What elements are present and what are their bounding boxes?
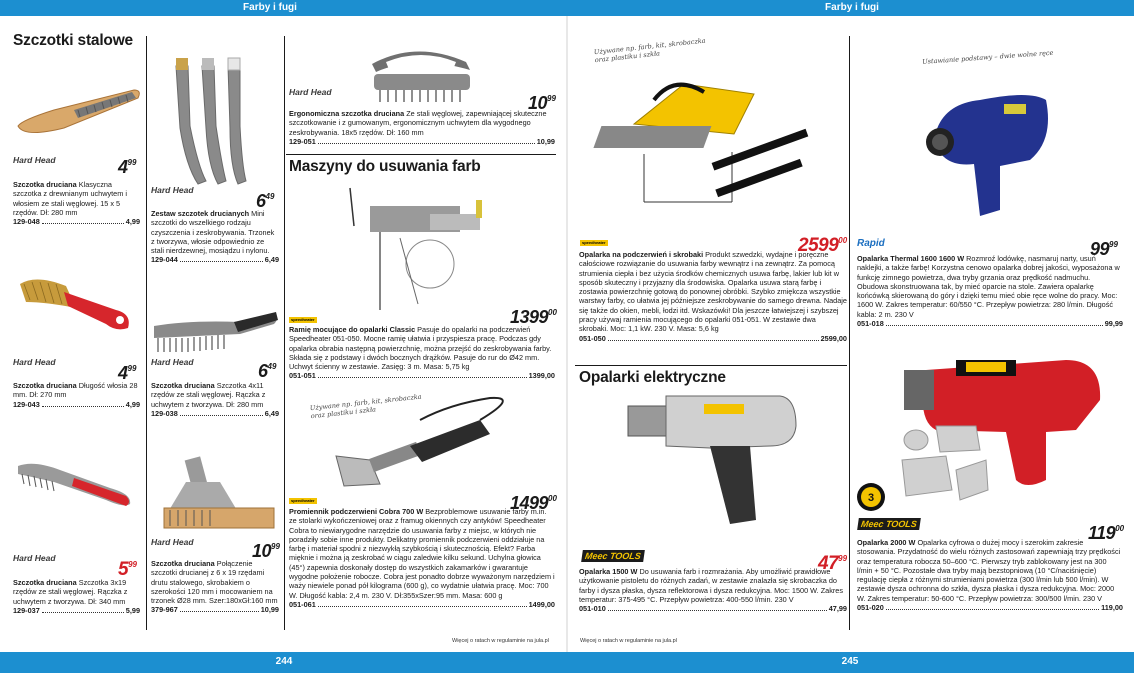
installment-note-left[interactable]: Więcej o ratach w regulaminie na jula.pl (452, 638, 549, 644)
wire-brush-3row-image (150, 304, 280, 356)
section-title-heat-guns: Opalarki elektryczne (579, 369, 726, 386)
product-description: Ergonomiczna szczotka druciana Ze stali węglowej, zapewniającej skuteczne szczotkowanie i z gumowanym, ergonomicznym uchwytem dla wygodnego zeskrobywania. 18x5 rzędów. Dł: 160 mm 129-051 10,99 (289, 109, 555, 146)
wire-brush-long-image (14, 456, 138, 512)
top-section-bar (0, 0, 1134, 16)
product-description: Ramię mocujące do opalarki Classic Pasuje do opalarki na podczerwień Speedheater 051-050. Mocne ramię ułatwia i przyspiesza pracę. Podczas gdy opalarka obrabia następną powierzchnię, można przejść do zeskrobywania farby. Składa się z podstawy i dwóch bocznych drążków. Pasuje do rur do Ø42 mm. Uchwyt ścienny w zestawie. Zasięg: 3 m. Masa: 5,75 kg 051-051 1399,00 (289, 325, 555, 381)
price-tag: 1399$^{00}$ (510, 307, 557, 327)
warranty-3-year-badge-icon (856, 482, 886, 512)
product-description: Szczotka druciana Połączenie szczotki drucianej z 6 x 19 rzędami drutu stalowego, skrobakiem o szerokości 120 mm i mocowaniem na trzonek Ø28 mm. Szer:180xGł:160 mm 379-967 10,99 (151, 559, 279, 615)
left-page-number: 244 (275, 656, 293, 667)
svg-text:3: 3 (867, 492, 875, 504)
hardhead-logo: Hard Head (13, 553, 56, 563)
price-tag: $5^{99}$ (118, 559, 137, 580)
product-description: Szczotka druciana Klasyczna szczotka z drewnianym uchwytem i włosiem ze stali węglowej. 15 x 5 rzędów. Dł: 280 mm 129-048 4,99 (13, 180, 140, 227)
hardhead-logo: Hard Head (151, 185, 194, 195)
speedheater-logo: speedheater (582, 240, 606, 245)
page-spine (566, 16, 568, 652)
price-tag: $47^{99}$ (818, 553, 848, 574)
section-title-steel-brushes: Szczotki stalowe (13, 32, 133, 49)
product-description: Promiennik podczerwieni Cobra 700 W Bezproblemowe usuwanie farby m.in. ze stolarki wykończeniowej oraz z framug okiennych czy antyków! Speedheater Cobra to niewiarygodne narzędzie do usuwania farby z miejsc, w których nie poradziły sobie inne produkty. Delikatny promiennik podczerwieni oddziałuje na farbę i materiał spodni z niezwykłą szybkością i skutecznością. Efekt? Farba mięknie i można ją zeskrobać w ciągu zaledwie kilku sekund. Uchylna głowica (45°) zapewnia doskonały dostęp do wszystkich zakamarków i gwarantuje wygodne położenie robocze. Cobra jest ponadto dobrze wyważonym narzędziem i waży niewiele ponad pół kilograma (600 g), co wydatnie ułatwia pracę. Moc: 700 W. Długość kabla: 2,4 m. 230 V. Dł:355xSzer:95 mm. Masa: 600 g 051-061 1499,00 (289, 507, 555, 609)
rapid-logo: Rapid (857, 238, 885, 249)
column-divider (849, 36, 850, 630)
price-tag: $6^{49}$ (258, 361, 277, 381)
infrared-paint-remover-image (614, 64, 824, 204)
meec-tools-logo: Meec TOOLS (581, 550, 645, 562)
price-tag: $10^{99}$ (252, 541, 280, 561)
price-tag: $99^{99}$ (1090, 239, 1118, 259)
mounting-arm-image (340, 184, 500, 316)
grey-heat-gun-image (620, 386, 810, 526)
speedheater-logo: speedheater (291, 498, 315, 503)
product-sku-row: 129-048 4,99 (13, 217, 140, 227)
product-sku-row: 129-037 5,99 (13, 605, 140, 615)
price-tag: $4^{99}$ (118, 363, 137, 383)
section-divider (575, 365, 847, 366)
column-divider (146, 36, 147, 630)
hardhead-logo: Hard Head (13, 357, 56, 367)
price-tag: 1499$^{00}$ (510, 493, 557, 513)
product-description: Szczotka druciana Szczotka 4x11 rzędów ze stali węglowej. Rączka z uchwytem z tworzywa. Dł: 280 mm 129-038 6,49 (151, 381, 279, 418)
wooden-wire-brush-image (14, 80, 139, 140)
red-heat-gun-image (896, 340, 1128, 520)
product-description: Opalarka 2000 W Opalarka cyfrowa o dużej mocy i szerokim zakresie stosowania. Przydatność do wielu różnych zastosowań zapewniają trzy prędkości oraz temperatura robocza 50–600 °C. Pierwszy tryb zablokowany jest na 300 l/min + 50 °C. Pozostałe dwa tryby mają bezstopniową (10 °C/naciśnięcie) regulację ciepła z różnymi strumieniami powietrza (300 l/min lub 500 l/min). W zestawie dysza ochronna do szkła, dysza płaska i dysza redukcyjna. Moc: 2000 W. Zakres temperatur: 50-600 °C. Przepływ powietrza: 300/500 l/min. 230 V 051-020 119,00 (857, 538, 1123, 613)
price-tag: 2599$^{00}$ (798, 235, 848, 256)
product-sku-row: 129-043 4,99 (13, 399, 140, 409)
right-section-title: Farby i fugi (825, 2, 879, 13)
hardhead-logo: Hard Head (289, 87, 332, 97)
speedheater-logo: speedheater (291, 317, 315, 322)
left-section-title: Farby i fugi (243, 2, 297, 13)
installment-note-right[interactable]: Więcej o ratach w regulaminie na jula.pl (580, 638, 677, 644)
handwritten-note: Ustawianie podstawy – dwie wolne ręce (921, 48, 1054, 66)
section-title-paint-removal: Maszyny do usuwania farb (289, 158, 481, 175)
product-sku-row: 129-051 10,99 (289, 136, 555, 146)
product-sku-row: 051-020 119,00 (857, 603, 1123, 613)
product-description: Opalarka Thermal 1600 1600 W Rozmroź lodówkę, nasmaruj narty, usuń naklejki, a także farbę! Korzystna cenowo opalarka dobrej jakości, wyposażona w funkcję zimnego powietrza, dwa tryby grzania oraz prędkość nadmuchu. Obudowa skonstruowana tak, by mieć oparcie na stole. Zawiera opalarkę końcówką skierowaną do góry i dzięki temu mieć obie ręce wolne do pracy. Moc: 1600 W. Zakres temperatur: 60/550 °C. Przepływ powietrza: 280 l/min. Długość kabla: 2 m. 230 V 051-018 99,99 (857, 254, 1123, 329)
product-description: Zestaw szczotek drucianych Mini szczotki do wszelkiego rodzaju czyszczenia i zeskrobywania. Trzonek z tworzywa, włosie odpowiednio ze stali nierdzewnej, mosiądzu i nylonu. 129-044 6,49 (151, 209, 279, 265)
product-sku-row: 051-051 1399,00 (289, 371, 555, 381)
hardhead-logo: Hard Head (13, 155, 56, 165)
hardhead-logo: Hard Head (151, 357, 194, 367)
handwritten-note: Używane np. farb, kit, skrobaczka oraz plastiku i szkła (593, 36, 706, 65)
scraper-brush-image (158, 452, 278, 536)
handwritten-note: Używane np. farb, kit, skrobaczka oraz plastiku i szkła (309, 392, 422, 421)
product-sku-row: 129-044 6,49 (151, 255, 279, 265)
blue-heat-gun-image (920, 70, 1060, 230)
mini-brush-set-image (168, 56, 268, 186)
product-sku-row: 051-010 47,99 (579, 604, 847, 614)
product-description: Szczotka druciana Długość włosia 28 mm. Dł: 270 mm 129-043 4,99 (13, 381, 140, 409)
meec-tools-logo: Meec TOOLS (857, 518, 921, 530)
product-sku-row: 379-967 10,99 (151, 605, 279, 615)
product-sku-row: 051-018 99,99 (857, 319, 1123, 329)
brass-wire-brush-image (16, 272, 136, 334)
product-sku-row: 129-038 6,49 (151, 408, 279, 418)
price-tag: $4^{99}$ (118, 157, 137, 177)
product-sku-row: 051-061 1499,00 (289, 599, 555, 609)
price-tag: $10^{99}$ (528, 93, 556, 113)
price-tag: $119^{00}$ (1088, 523, 1125, 543)
right-page-number: 245 (841, 656, 859, 667)
product-description: Szczotka druciana Szczotka 3x19 rzędów ze stali węglowej. Rączka z uchwytem z tworzywa. Dł: 340 mm 129-037 5,99 (13, 578, 140, 615)
product-description: Opalarka na podczerwień i skrobaki Produkt szwedzki, wydajne i poręczne całościowe rozwiązanie do usuwania farby wewnątrz i na zewnątrz. Za pomocą strumienia ciepła i bez użycia środków chemicznych usuwa farbę, lakier lub kit w sposób skuteczny i przyjazny dla środowiska. Opalarka usuwa starą farbę i zostawia powierzchnię gotową do ponownej obróbki. Szybko zmiękcza wszystkie warstwy farby, co ułatwia jej późniejsze zeskrobywanie do samego drewna. Nadaje się także do okien, mebli, łodzi itd. Wskazówki! Dla jeszcze łatwiejszej i szybszej pracy używaj ramienia mocującego do opalarki 051-051. W zestawie dwa skrobaki. Moc: 1,1 kW. 230 V. Masa: 5,6 kg 051-050 2599,00 (579, 250, 847, 343)
bottom-page-bar (0, 652, 1134, 673)
price-tag: $6^{49}$ (256, 191, 275, 211)
section-divider (286, 154, 556, 155)
hardhead-logo: Hard Head (151, 537, 194, 547)
product-description: Opalarka 1500 W Do usuwania farb i rozmrażania. Aby umożliwić prawidłowe użytkowanie pistoletu do różnych zadań, w zestawie znalazła się skrobaczka do farby i dysza płaska, dysza reflektorowa i dysza redukcyjna. Moc: 1500 W. Zakres temperatur: 375-495 °C. Przepływ powietrza: 400-550 l/min. 230 V 051-010 47,99 (579, 567, 847, 614)
column-divider (284, 36, 285, 630)
ergonomic-brush-image (366, 44, 476, 106)
product-sku-row: 051-050 2599,00 (579, 333, 847, 343)
